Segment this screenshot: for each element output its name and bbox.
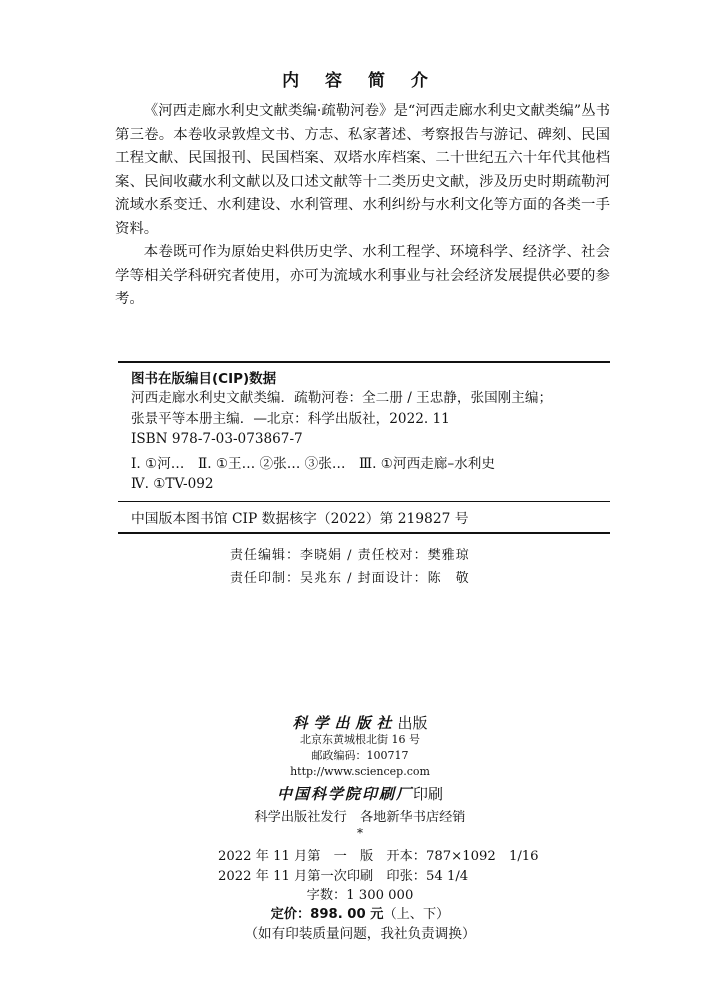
staff-line-1: 责任编辑：李晓娟 / 责任校对：樊雅琼 [230, 548, 470, 563]
summary-paragraph-1: 《河西走廊水利史文献类编·疏勒河卷》是“河西走廊水利史文献类编”丛书第三卷。本卷收录敦煌文书、方志、私家著述、考察报告与游记、碑刻、民国工程文献、民国报刊、民国档案、双塔水库档案、二十世纪五六十年代其他档案、民间收藏水利文献以及口述文献等十二类历史文献，涉及历史时期疏勒河流域水系变迁、水利建设、水利管理、水利纠纷与水利文化等方面的各类一手资料。 [115, 103, 610, 237]
summary-paragraph-2: 本卷既可作为原始史料供历史学、水利工程学、环境科学、经济学、社会学等相关学科研究者使用，亦可为流域水利事业与社会经济发展提供必要的参考。 [115, 244, 610, 307]
summary-title: 内 容 简 介 [282, 71, 438, 91]
publisher-address: 北京东黄城根北街 16 号 [300, 733, 420, 746]
distribution-line: 科学出版社发行 各地新华书店经销 [254, 810, 466, 825]
cip-divider [118, 501, 610, 502]
publisher-line [0, 712, 720, 733]
price-line [0, 903, 720, 922]
cip-record-line-2: 张景平等本册主编．—北京：科学出版社，2022. 11 [131, 410, 450, 427]
publisher-postcode: 邮政编码：100717 [311, 749, 409, 762]
cip-classification-line-2: Ⅳ. ①TV-092 [131, 476, 214, 492]
printing-line: 2022 年 11 月第一次印刷 印张：54 1/4 [218, 869, 469, 884]
printer-suffix: 印刷 [413, 785, 444, 803]
printer-logo-text: 中国科学院印刷厂 [276, 785, 413, 803]
publisher-suffix: 出版 [397, 714, 428, 732]
edition-line: 2022 年 11 月第 一 版 开本：787×1092 1/16 [218, 849, 539, 864]
quality-notice: （如有印装质量问题，我社负责调换） [244, 926, 476, 942]
cip-classification-line-1: Ⅰ. ①河… Ⅱ. ①王… ②张… ③张… Ⅲ. ①河西走廊–水利史 [131, 455, 495, 472]
cip-bottom-rule [118, 532, 610, 534]
cip-isbn: ISBN 978-7-03-073867-7 [131, 431, 303, 447]
printer-line [0, 783, 720, 804]
price-note: （上、下） [383, 907, 450, 922]
cip-record-line-1: 河西走廊水利史文献类编．疏勒河卷：全二册 / 王忠静，张国刚主编； [131, 390, 553, 406]
publisher-url: http://www.sciencep.com [290, 765, 430, 778]
cip-heading: 图书在版编目(CIP)数据 [131, 371, 277, 387]
summary-text [115, 100, 610, 312]
cip-record [131, 388, 607, 495]
word-count: 字数：1 300 000 [306, 888, 414, 903]
cip-top-rule [118, 361, 610, 363]
cip-check-number: 中国版本图书馆 CIP 数据核字（2022）第 219827 号 [131, 511, 469, 527]
staff-line-2: 责任印制：吴兆东 / 封面设计：陈 敬 [230, 571, 470, 586]
publisher-logo-text: 科学出版社 [292, 714, 398, 732]
separator-star: * [357, 826, 363, 840]
price-label: 定价：898. 00 元 [270, 907, 384, 922]
